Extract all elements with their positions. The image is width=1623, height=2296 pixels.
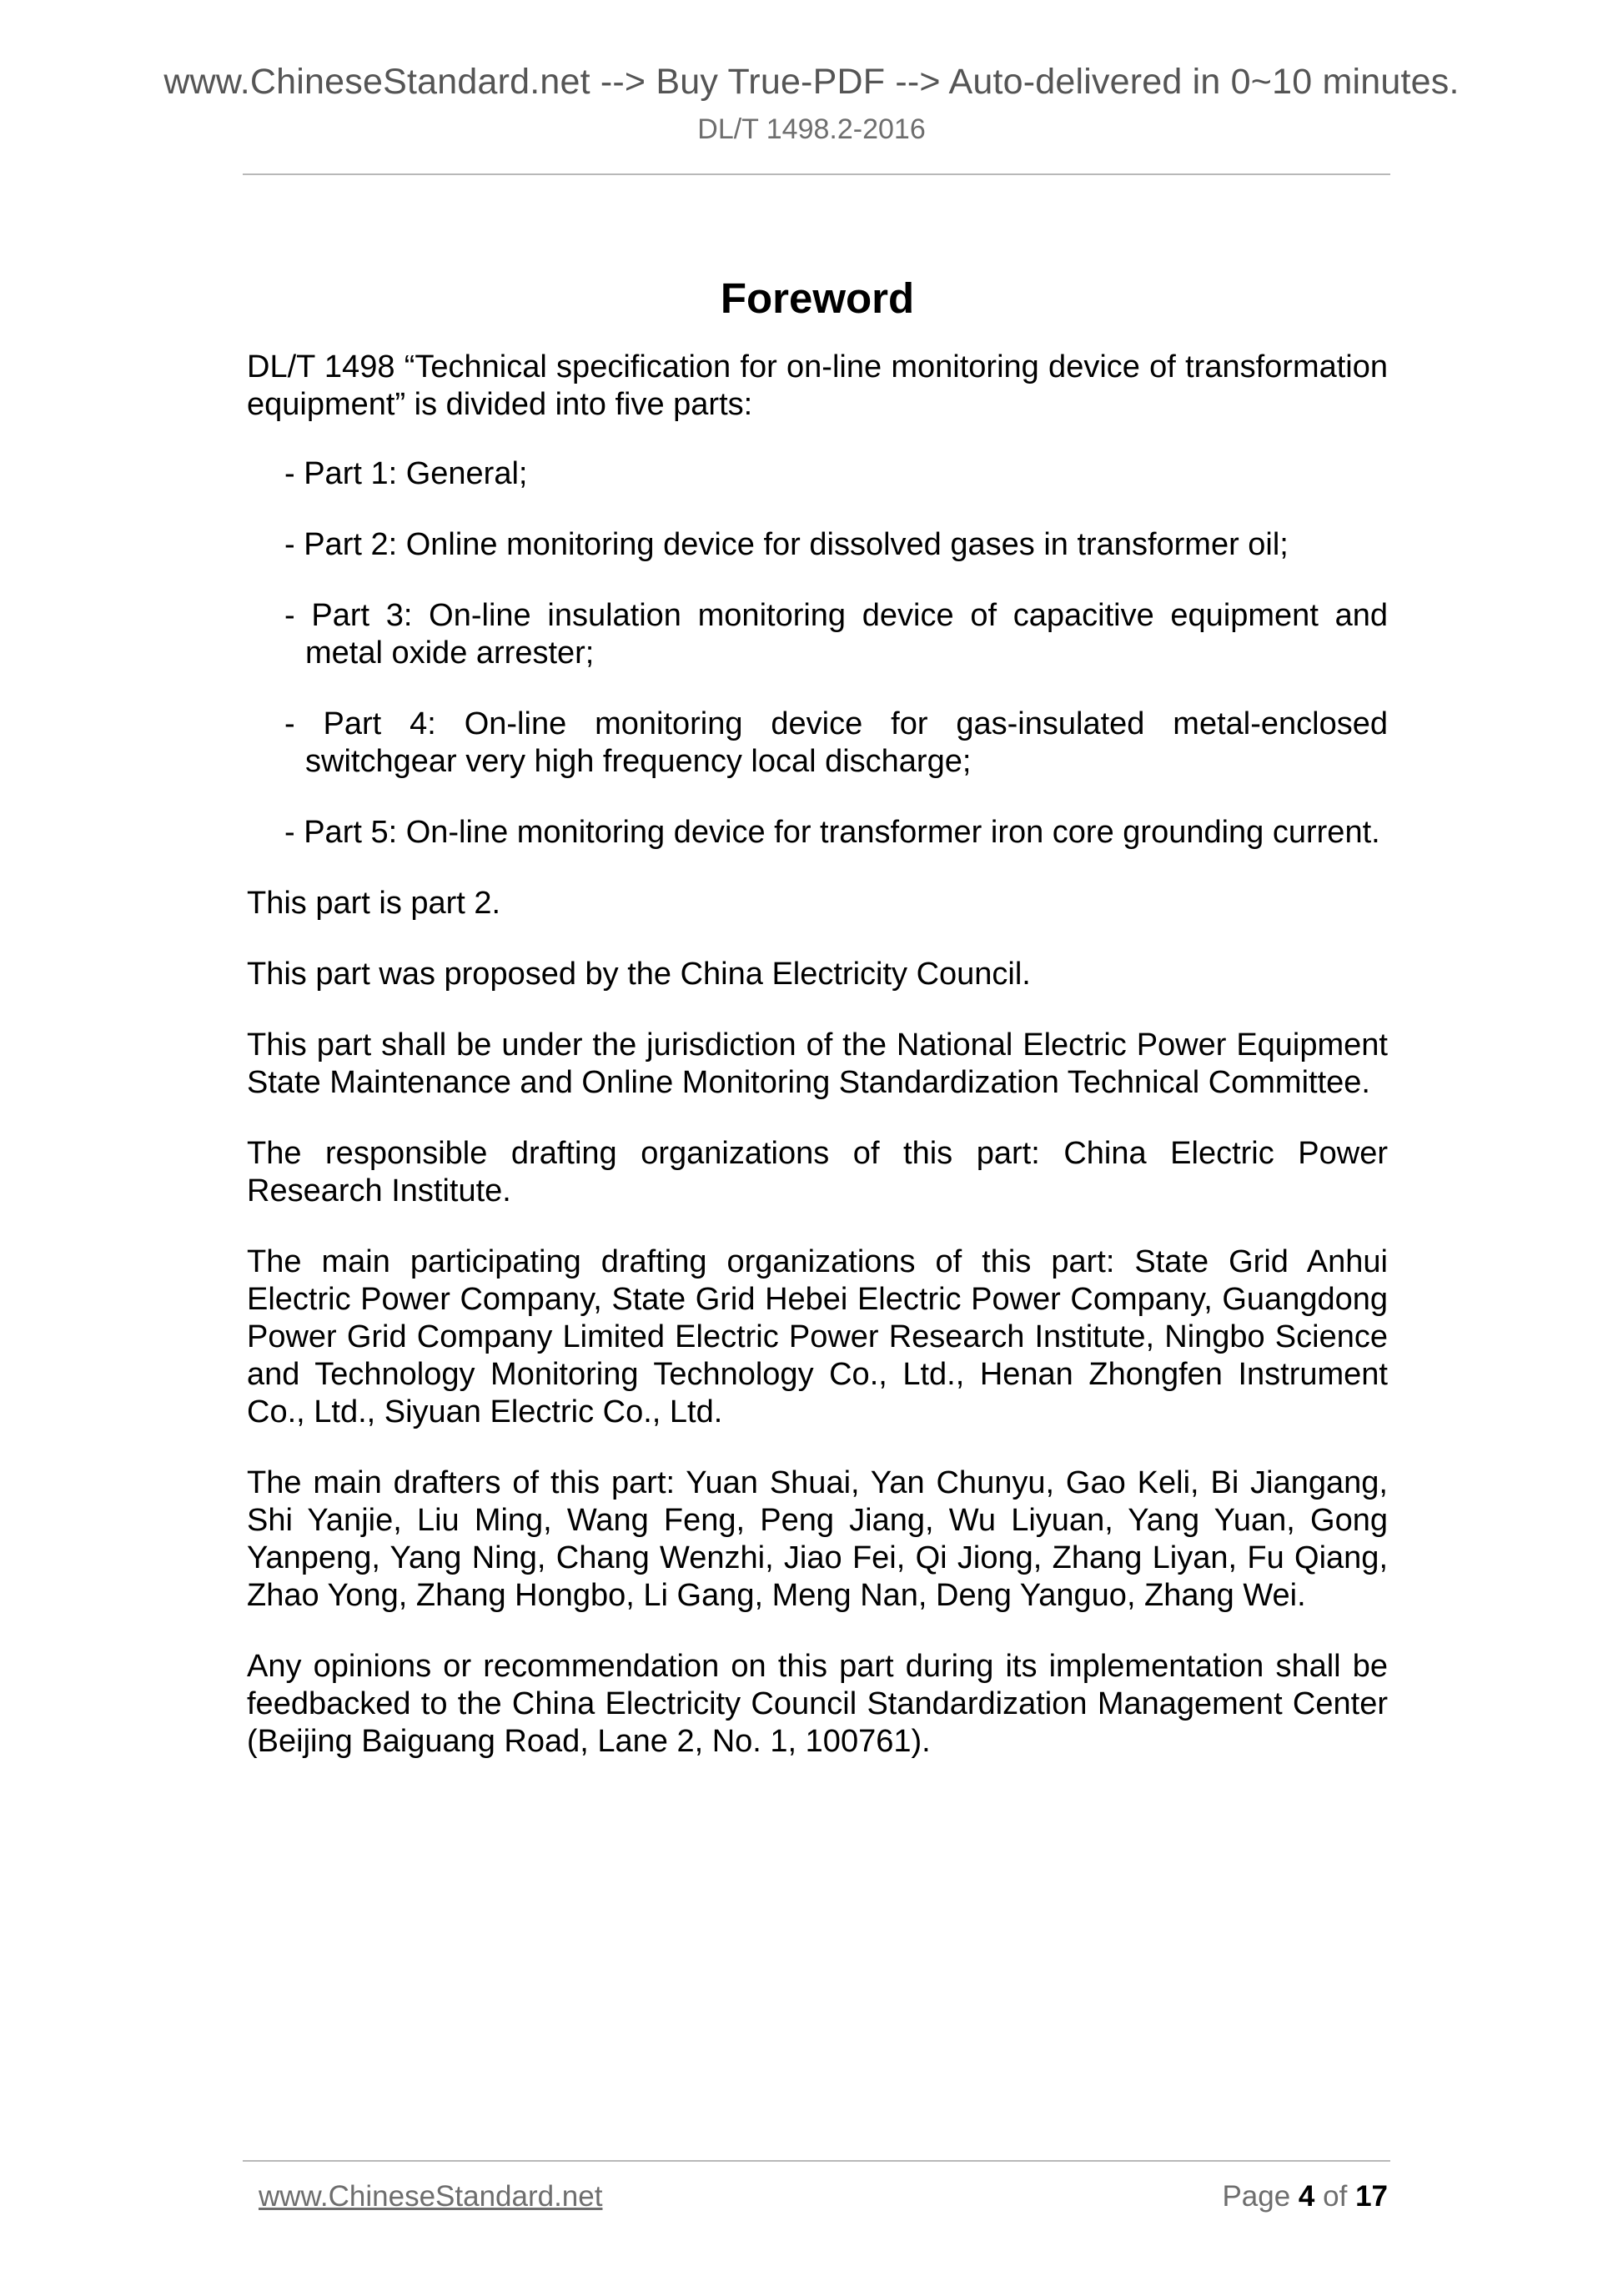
- banner-text: www.ChineseStandard.net --> Buy True-PDF --> Auto-delivered in 0~10 minutes.: [163, 62, 1460, 102]
- document-body: [247, 272, 1388, 1794]
- list-item: - Part 2: Online monitoring device for dissolved gases in transformer oil;: [284, 527, 1289, 562]
- paragraph: This part shall be under the jurisdiction of the National Electric Power Equipment State Maintenance and Online Monitoring Standardization Technical Committee.: [247, 1027, 1388, 1100]
- intro-paragraph: DL/T 1498 “Technical specification for on-line monitoring device of transformation equipment” is divided into five parts:: [247, 349, 1388, 422]
- page-footer: [259, 2177, 1388, 2218]
- list-item: - Part 1: General;: [284, 456, 528, 491]
- page-number: [1222, 2177, 1388, 2217]
- header-divider: [243, 173, 1390, 175]
- paragraph: Any opinions or recommendation on this part during its implementation shall be feedbacked to the China Electricity Council Standardization Management Center (Beijing Baiguang Road, Lane 2, No. 1, 100761).: [247, 1649, 1388, 1759]
- page-header: [0, 60, 1623, 147]
- total-pages: 17: [1355, 2180, 1388, 2213]
- page-word: Page: [1222, 2180, 1291, 2213]
- paragraph: This part was proposed by the China Electricity Council.: [247, 957, 1031, 992]
- current-page: 4: [1298, 2180, 1315, 2213]
- paragraph: The main participating drafting organizations of this part: State Grid Anhui Electric Power Company, State Grid Hebei Electric Power Company, Guangdong Power Grid Company Limited Electric Power Research Institute, Ningbo Science and Technology Monitoring Technology Co., Ltd., Henan Zhongfen Instrument Co., Ltd., Siyuan Electric Co., Ltd.: [247, 1244, 1388, 1429]
- parts-list: [247, 455, 1388, 852]
- page-of-word: of: [1323, 2180, 1348, 2213]
- paragraph: The responsible drafting organizations of this part: China Electric Power Research Institute.: [247, 1136, 1388, 1208]
- list-item: - Part 4: On-line monitoring device for gas-insulated metal-enclosed switchgear very high frequency local discharge;: [284, 706, 1388, 779]
- list-item: - Part 5: On-line monitoring device for transformer iron core grounding current.: [284, 815, 1380, 850]
- paragraph: This part is part 2.: [247, 886, 501, 921]
- footer-link[interactable]: www.ChineseStandard.net: [259, 2180, 603, 2213]
- standard-code: DL/T 1498.2-2016: [697, 113, 926, 145]
- paragraph: The main drafters of this part: Yuan Shuai, Yan Chunyu, Gao Keli, Bi Jiangang, Shi Yanjie, Liu Ming, Wang Feng, Peng Jiang, Wu Liyuan, Yang Yuan, Gong Yanpeng, Yang Ning, Chang Wenzhi, Jiao Fei, Qi Jiong, Zhang Liyan, Fu Qiang, Zhao Yong, Zhang Hongbo, Li Gang, Meng Nan, Deng Yanguo, Zhang Wei.: [247, 1465, 1388, 1613]
- footer-divider: [243, 2160, 1390, 2162]
- page-title: Foreword: [720, 274, 915, 322]
- list-item: - Part 3: On-line insulation monitoring device of capacitive equipment and metal oxide arrester;: [284, 598, 1388, 671]
